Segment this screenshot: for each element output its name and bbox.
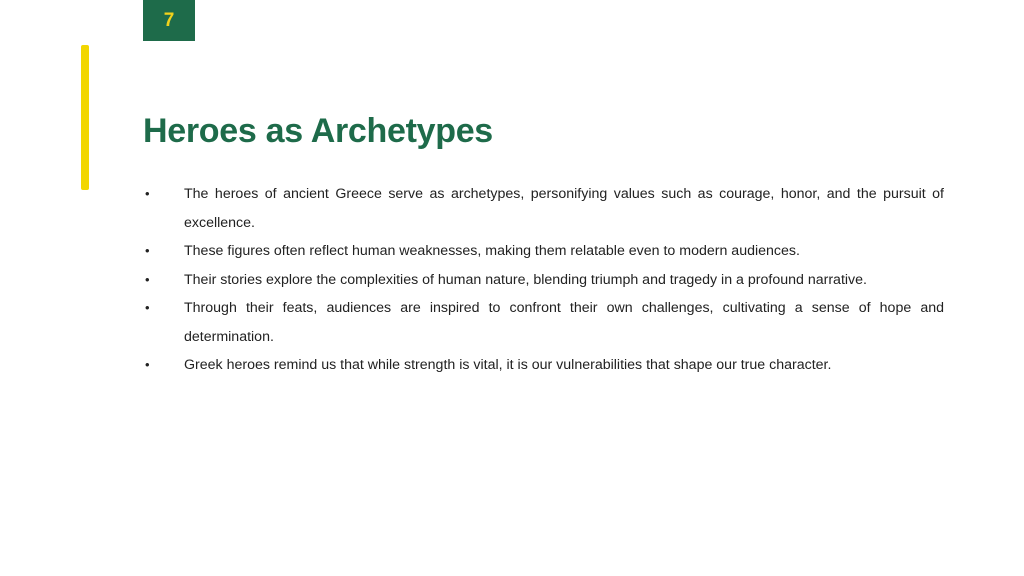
bullet-icon: • xyxy=(145,300,150,315)
list-item xyxy=(143,351,944,380)
list-item xyxy=(143,294,944,351)
bullet-list xyxy=(143,180,944,380)
bullet-icon: • xyxy=(145,357,150,372)
list-item xyxy=(143,180,944,237)
bullet-text: Their stories explore the complexities of human nature, blending triumph and tragedy in a profound narrative. xyxy=(184,271,867,288)
bullet-icon: • xyxy=(145,186,150,201)
page-number: 7 xyxy=(163,9,175,31)
list-item xyxy=(143,237,944,266)
accent-bar xyxy=(81,45,89,190)
slide-title: Heroes as Archetypes xyxy=(143,112,493,150)
page-number-badge xyxy=(143,0,195,41)
bullet-icon: • xyxy=(145,243,150,258)
bullet-text: These figures often reflect human weaknesses, making them relatable even to modern audiences. xyxy=(184,243,800,259)
bullet-text: Through their feats, audiences are inspired to confront their own challenges, cultivating a sense of hope and determination. xyxy=(184,300,944,345)
bullet-text: Greek heroes remind us that while strength is vital, it is our vulnerabilities that shape our true character. xyxy=(184,357,832,373)
list-item xyxy=(143,266,944,295)
bullet-icon: • xyxy=(145,271,150,287)
bullet-text: The heroes of ancient Greece serve as archetypes, personifying values such as courage, honor, and the pursuit of excellence. xyxy=(184,186,944,231)
